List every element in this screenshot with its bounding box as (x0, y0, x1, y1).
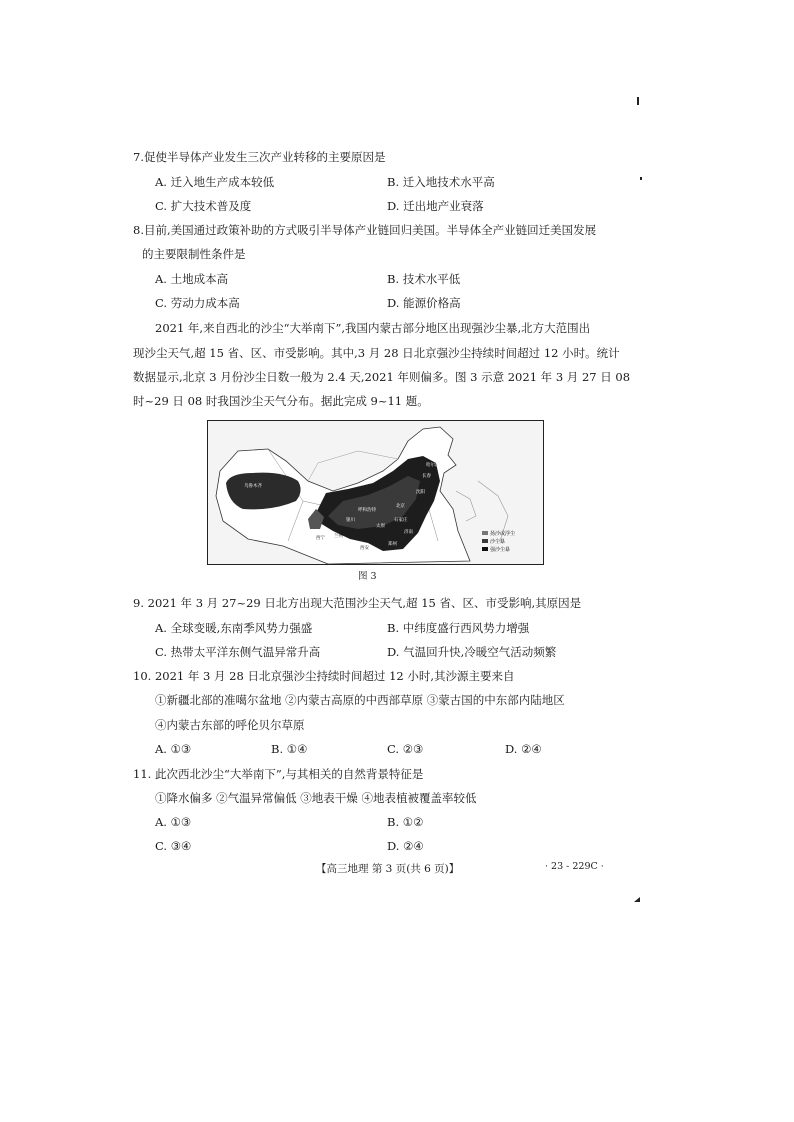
q8-stem-line2: 的主要限制性条件是 (142, 247, 246, 261)
passage-line-3: 数据显示,北京 3 月份沙尘日数一般为 2.4 天,2021 年则偏多。图 3 示意 2021 年 3 月 27 日 08 (133, 370, 631, 384)
q8-stem-line1: 8.目前,美国通过政策补助的方式吸引半导体产业链回归美国。半导体全产业链回迁美国发展 (133, 223, 597, 237)
q10-stem: 10. 2021 年 3 月 28 日北京强沙尘持续时间超过 12 小时,其沙源主要来自 (133, 669, 515, 683)
scan-mark-bottom (634, 897, 640, 902)
scan-mark-mid (640, 177, 642, 180)
label-shenyang: 沈阳 (416, 490, 425, 495)
legend-swatch-floating-dust (482, 531, 488, 535)
q9-stem: 9. 2021 年 3 月 27~29 日北方出现大范围沙尘天气,超 15 省、区、市受影响,其原因是 (133, 596, 582, 610)
q8-option-c: C. 劳动力成本高 (155, 296, 240, 310)
q8-option-d: D. 能源价格高 (387, 296, 461, 310)
q10-option-b: B. ①④ (271, 742, 308, 756)
q8-option-a: A. 土地成本高 (155, 272, 229, 286)
dust-distribution-map (207, 420, 544, 565)
label-xining: 西宁 (316, 536, 325, 541)
passage-line-1: 2021 年,来自西北的沙尘“大举南下”,我国内蒙古部分地区出现强沙尘暴,北方大范围出 (155, 321, 591, 335)
q7-option-a: A. 迁入地生产成本较低 (155, 175, 275, 189)
label-urumqi: 乌鲁木齐 (244, 484, 262, 489)
label-hohhot: 呼和浩特 (358, 508, 376, 513)
q11-option-a: A. ①③ (155, 815, 192, 829)
q10-option-a: A. ①③ (155, 742, 192, 756)
legend-strong-sandstorm: 强沙尘暴 (490, 547, 511, 553)
label-jinan: 济南 (404, 530, 413, 535)
q7-option-b: B. 迁入地技术水平高 (387, 175, 495, 189)
q9-option-d: D. 气温回升快,冷暖空气活动频繁 (387, 645, 557, 659)
label-shijiazhuang: 石家庄 (394, 518, 408, 523)
footer-page-info: 【高三地理 第 3 页(共 6 页)】 (316, 863, 460, 875)
label-yinchuan: 银川 (346, 518, 355, 523)
q10-option-c: C. ②③ (387, 742, 424, 756)
label-lanzhou: 兰州 (334, 534, 343, 539)
legend-sandstorm: 沙尘暴 (490, 539, 506, 545)
label-beijing: 北京 (396, 504, 405, 509)
q9-option-c: C. 热带太平洋东侧气温异常升高 (155, 645, 321, 659)
q10-option-d: D. ②④ (505, 742, 542, 756)
q7-stem: 7.促使半导体产业发生三次产业转移的主要原因是 (133, 150, 386, 164)
q7-option-c: C. 扩大技术普及度 (155, 199, 252, 213)
passage-line-4: 时~29 日 08 时我国沙尘天气分布。据此完成 9~11 题。 (133, 394, 429, 408)
q11-option-d: D. ②④ (387, 839, 424, 853)
q9-option-b: B. 中纬度盛行西风势力增强 (387, 621, 530, 635)
q9-option-a: A. 全球变暖,东南季风势力强盛 (155, 621, 313, 635)
legend-swatch-sandstorm (482, 539, 488, 543)
legend-swatch-strong-sandstorm (482, 547, 488, 551)
q10-items-line2: ④内蒙古东部的呼伦贝尔草原 (155, 718, 305, 732)
label-harbin: 哈尔滨 (426, 463, 440, 468)
label-changchun: 长春 (422, 474, 431, 479)
scan-mark-top (637, 97, 639, 105)
q11-items: ①降水偏多 ②气温异常偏低 ③地表干燥 ④地表植被覆盖率较低 (155, 791, 477, 805)
label-taiyuan: 太原 (376, 524, 385, 529)
figure-caption: 图 3 (358, 571, 377, 582)
q7-option-d: D. 迁出地产业衰落 (387, 199, 484, 213)
q11-option-c: C. ③④ (155, 839, 192, 853)
q11-option-b: B. ①② (387, 815, 424, 829)
q11-stem: 11. 此次西北沙尘“大举南下”,与其相关的自然背景特征是 (133, 767, 424, 781)
label-zhengzhou: 郑州 (388, 542, 397, 547)
q8-option-b: B. 技术水平低 (387, 272, 461, 286)
legend-floating-dust: 扬沙或浮尘 (490, 531, 516, 537)
passage-line-2: 现沙尘天气,超 15 省、区、市受影响。其中,3 月 28 日北京强沙尘持续时间超过 12 小时。统计 (133, 346, 620, 360)
label-xian: 西安 (360, 546, 369, 551)
footer-exam-code: · 23 - 229C · (545, 861, 604, 872)
q10-items-line1: ①新疆北部的准噶尔盆地 ②内蒙古高原的中西部草原 ③蒙古国的中东部内陆地区 (155, 693, 565, 707)
